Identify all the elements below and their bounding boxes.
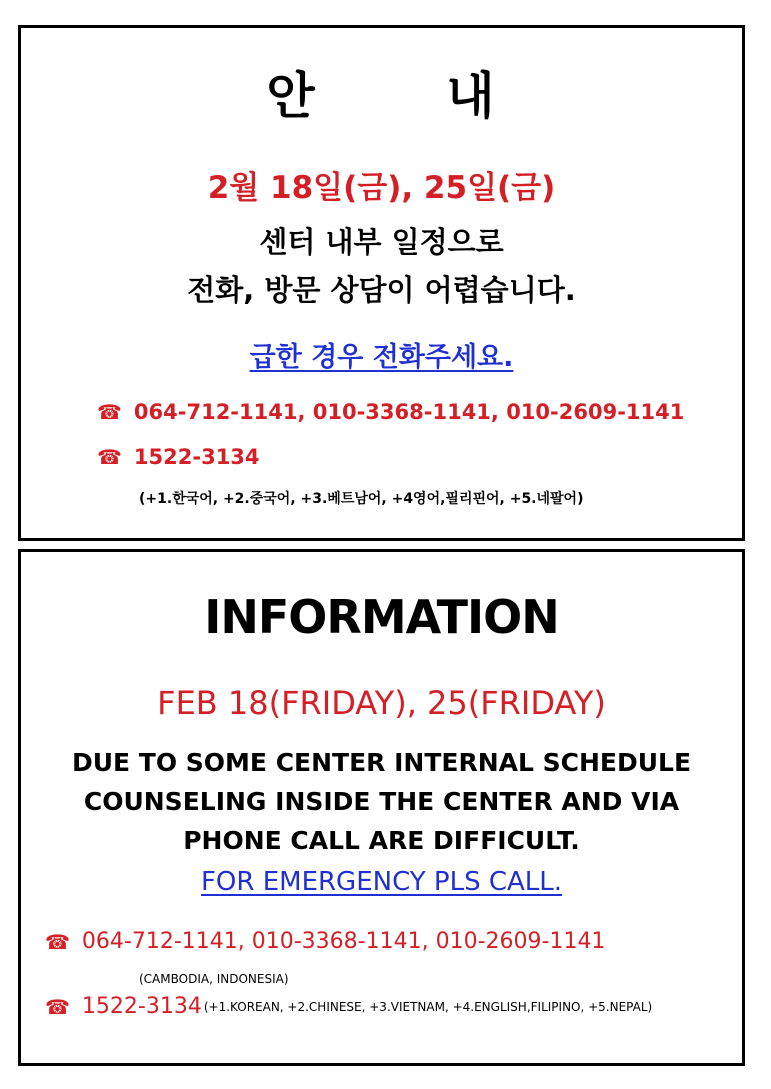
korean-hotline-number: 1522-3134: [133, 445, 260, 469]
english-phone-row-2: [45, 994, 652, 1019]
korean-language-options: (+1.한국어, +2.중국어, +3.베트남어, +4영어,필리핀어, +5.네팔어): [139, 491, 584, 507]
telephone-icon: ☎: [45, 929, 70, 954]
english-title: INFORMATION: [204, 590, 559, 644]
telephone-icon: ☎: [97, 400, 122, 424]
korean-emergency-text: [21, 335, 742, 374]
korean-message-line1: 센터 내부 일정으로: [259, 225, 504, 259]
korean-phone-row-2: [97, 445, 260, 469]
english-phone-note: (CAMBODIA, INDONESIA): [139, 972, 289, 986]
english-emergency-text: [21, 867, 742, 897]
english-hotline-number: 1522-3134: [81, 994, 202, 1019]
telephone-icon: ☎: [97, 445, 122, 469]
korean-message-line2: 전화, 방문 상담이 어렵습니다.: [187, 273, 576, 307]
korean-emergency-label: 급한 경우 전화주세요.: [249, 342, 514, 373]
english-phone-numbers: 064-712-1141, 010-3368-1141, 010-2609-1141: [81, 929, 606, 954]
english-notice-panel: [18, 549, 745, 1066]
english-phone-row-1: [45, 929, 605, 954]
english-emergency-label: FOR EMERGENCY PLS CALL.: [200, 867, 563, 897]
telephone-icon: ☎: [45, 994, 70, 1019]
english-message-line1: DUE TO SOME CENTER INTERNAL SCHEDULE: [71, 748, 692, 777]
korean-phone-row-1: [97, 400, 684, 424]
korean-phone-numbers: 064-712-1141, 010-3368-1141, 010-2609-1141: [133, 400, 685, 424]
korean-date: 2월 18일(금), 25일(금): [207, 170, 556, 206]
korean-notice-panel: [18, 25, 745, 541]
english-message-line3: PHONE CALL ARE DIFFICULT.: [183, 826, 580, 855]
korean-title: 안 내: [266, 67, 497, 125]
english-message-line2: COUNSELING INSIDE THE CENTER AND VIA: [83, 787, 680, 816]
english-language-options: (+1.KOREAN, +2.CHINESE, +3.VIETNAM, +4.ENGLISH,FILIPINO, +5.NEPAL): [203, 999, 653, 1014]
english-date: FEB 18(FRIDAY), 25(FRIDAY): [157, 684, 606, 722]
